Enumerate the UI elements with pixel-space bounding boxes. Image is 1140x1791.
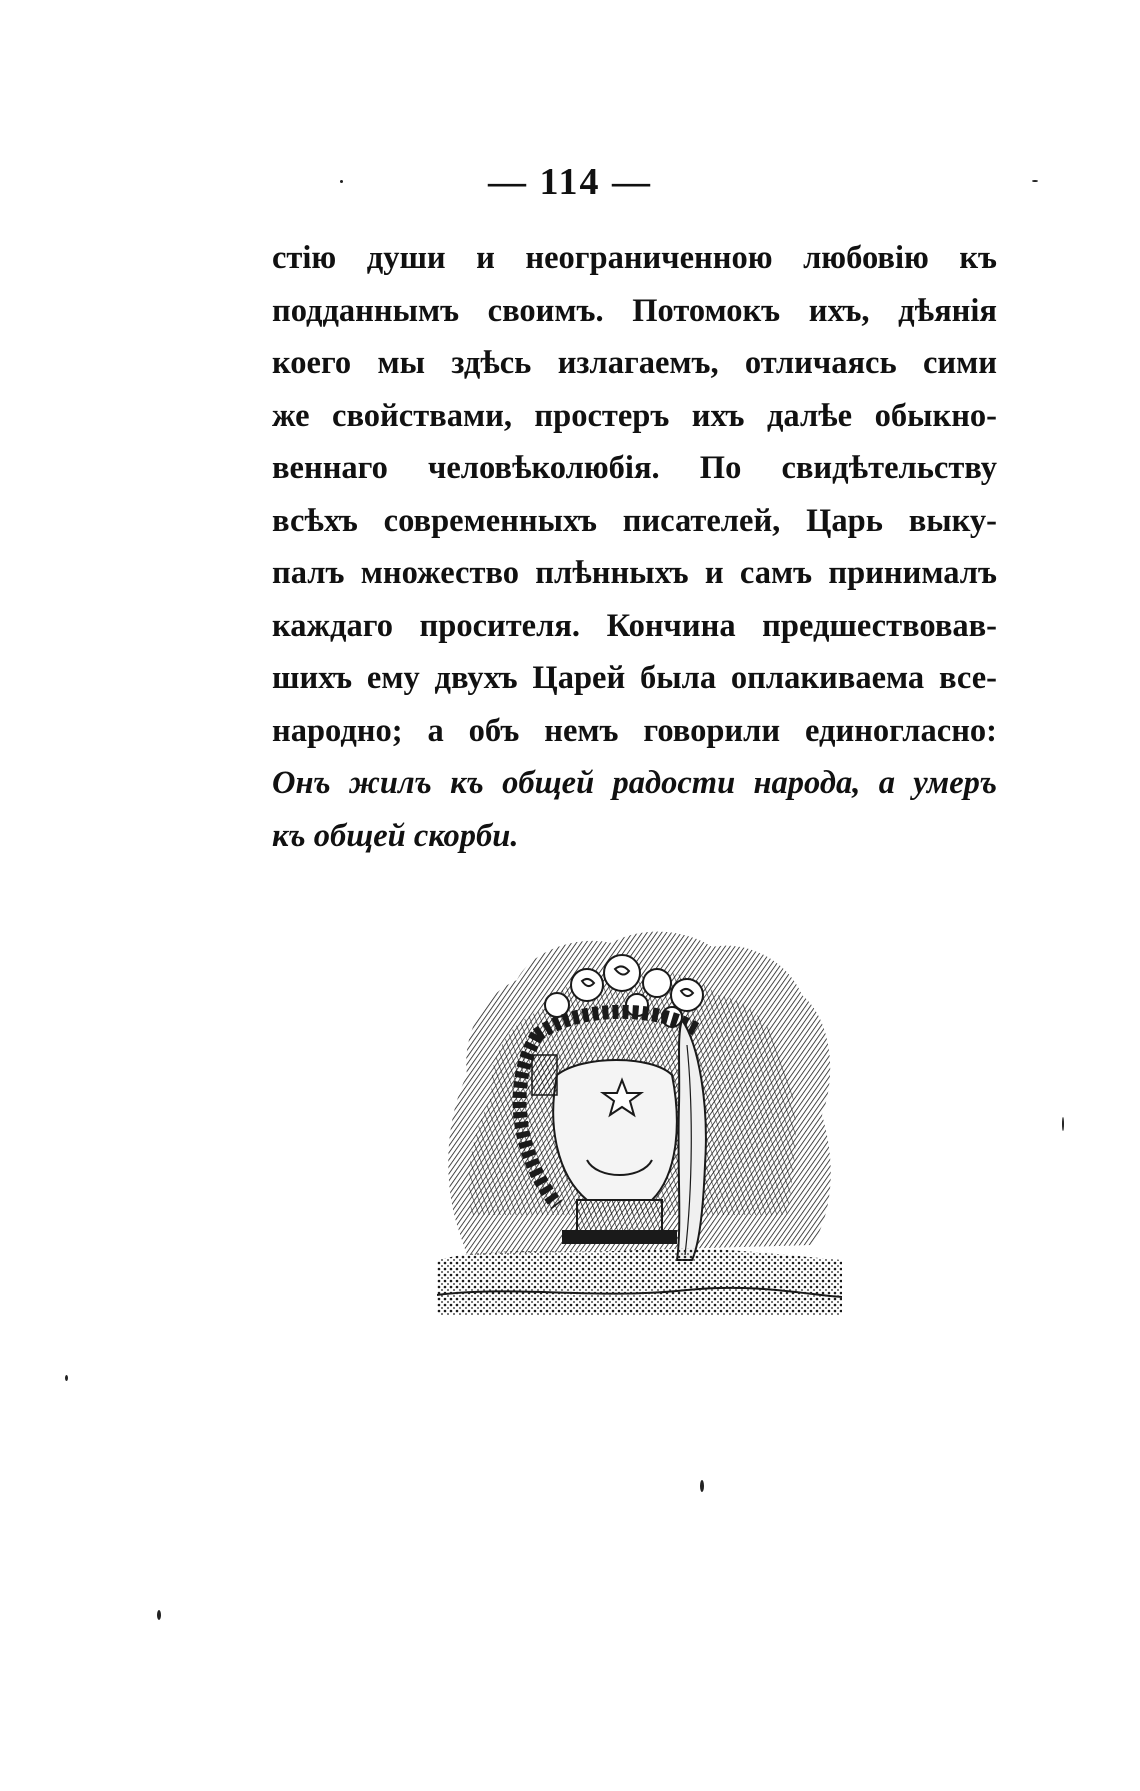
scan-speck [65, 1375, 68, 1381]
italic-quote-line: Онъ жилъ къ общей радости народа, а умеръ [272, 765, 997, 801]
text-line: каждаго просителя. Кончина предшествовав- [272, 607, 997, 644]
scan-speck [1032, 180, 1038, 182]
text-line: шихъ ему двухъ Царей была оплакиваема все- [272, 660, 997, 696]
scan-speck [1062, 1117, 1064, 1131]
text-line: стію души и неограниченною любовію къ [272, 240, 997, 276]
text-line: всѣхъ современныхъ писателей, Царь выку- [272, 502, 997, 539]
italic-quote-line: къ общей скорби. [272, 817, 519, 854]
body-text [272, 232, 997, 862]
text-line: палъ множество плѣнныхъ и самъ принималъ [272, 555, 997, 591]
text-line: народно; а объ немъ говорили единогласно: [272, 712, 997, 749]
scan-speck [700, 1480, 704, 1492]
scan-speck [340, 180, 343, 183]
text-line: же свойствами, простеръ ихъ далѣе обыкно- [272, 397, 997, 434]
text-line: подданнымъ своимъ. Потомокъ ихъ, дѣянія [272, 292, 997, 329]
text-line: коего мы здѣсь излагаемъ, отличаясь сими [272, 345, 997, 381]
scan-speck [157, 1610, 161, 1620]
text-line: веннаго человѣколюбія. По свидѣтельству [272, 450, 997, 486]
ground [437, 1249, 842, 1315]
wreath-urn-vignette-icon [437, 925, 842, 1315]
page-number: — 114 — [488, 161, 652, 203]
